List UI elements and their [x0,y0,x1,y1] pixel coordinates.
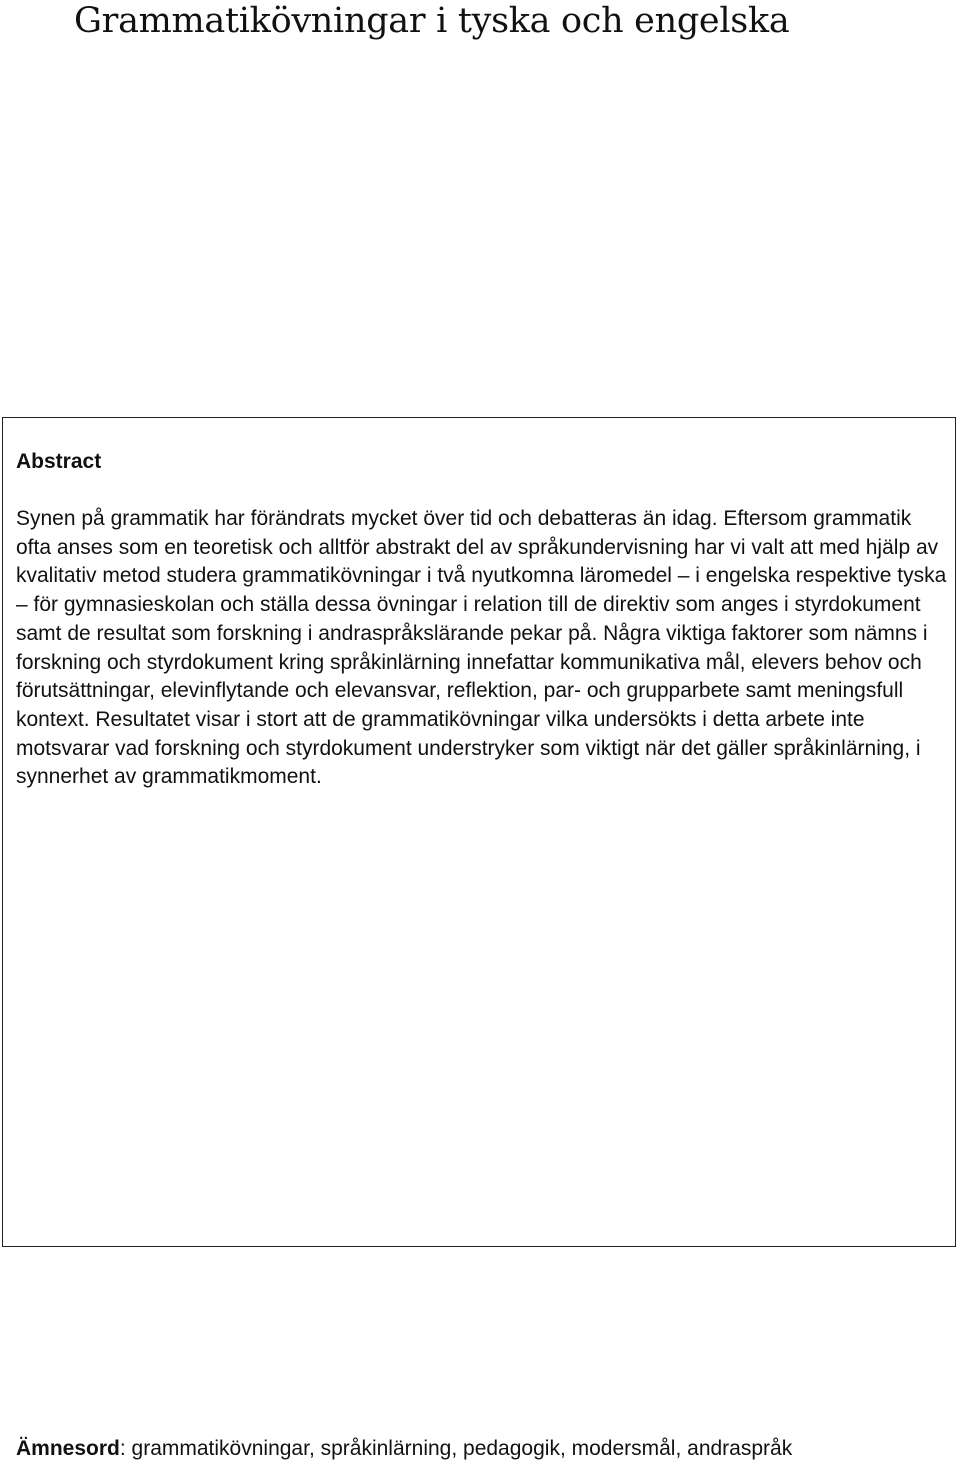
abstract-heading: Abstract [16,450,102,473]
keywords-line [16,1435,792,1463]
page-title: Grammatikövningar i tyska och engelska [74,1,790,41]
keywords-separator: : [119,1437,132,1460]
abstract-box [2,417,956,1460]
abstract-body: Synen på grammatik har förändrats mycket över tid och debatteras än idag. Eftersom grammatik ofta anses som en teoretisk och alltför abstrakt del av språkundervisning har vi valt att med hjälp av kvalitativ metod studera grammatikövningar i två nyutkomna läromedel – i engelska respektive tyska – för gymnasieskolan och ställa dessa övningar i relation till de direktiv som anges i styrdokument samt de resultat som forskning i andraspråkslärande pekar på. Några viktiga faktorer som nämns i forskning och styrdokument kring språkinlärning innefattar kommunikativa mål, elevers behov och förutsättningar, elevinflytande och elevansvar, reflektion, par- och grupparbete samt meningsfull kontext. Resultatet visar i stort att de grammatikövningar vilka undersökts i detta arbete inte motsvarar vad forskning och styrdokument understryker som viktigt när det gäller språkinlärning, i synnerhet av grammatikmoment. [16,507,947,789]
keywords-terms: grammatikövningar, språkinlärning, pedagogik, modersmål, andraspråk [131,1437,793,1460]
keywords-label: Ämnesord [16,1437,120,1460]
